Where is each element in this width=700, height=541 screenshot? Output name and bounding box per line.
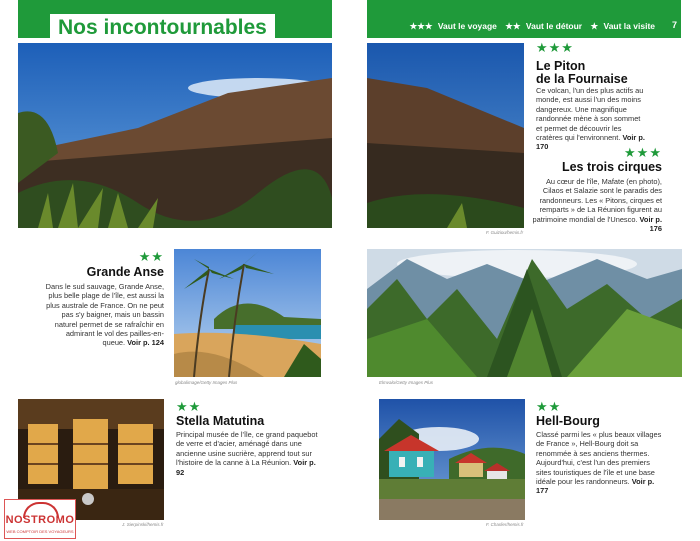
cirques-stars: ★★★ — [624, 146, 662, 161]
piton-title-line2: de la Fournaise — [536, 72, 628, 86]
stella-text — [176, 430, 326, 477]
hell-bourg-title: Hell-Bourg — [536, 414, 600, 428]
photo-credit-piton: F. Guiziou/hemis.fr — [486, 230, 524, 235]
logo-tagline: WEB COMPTOIR DES VOYAGEURS — [6, 529, 74, 534]
grande-anse-page-ref: Voir p. 124 — [127, 338, 164, 348]
photo-credit-cirques: Elmvalo/Getty Images Plus — [379, 380, 434, 385]
cirques-photo — [367, 249, 682, 377]
volcano-photo-right — [367, 43, 524, 228]
hell-bourg-text — [536, 430, 664, 496]
stella-stars: ★★ — [176, 400, 202, 415]
left-header-bar — [18, 0, 332, 38]
hell-bourg-page-ref: Voir p. 177 — [536, 477, 655, 496]
grande-anse-stars: ★★ — [138, 250, 164, 265]
legend-stars-2: ★★ — [505, 21, 521, 31]
photo-credit-stella: J. Sierpinski/hemis.fr — [122, 522, 164, 527]
grande-anse-photo — [174, 249, 321, 377]
page-number: 7 — [671, 20, 677, 30]
piton-text — [536, 86, 648, 152]
star-legend — [404, 21, 655, 32]
hell-bourg-stars: ★★ — [536, 400, 562, 415]
stella-description: Principal musée de l'île, ce grand paquebot de verre et d'acier, aménagé dans une ancienne usine sucrière, apprend tout sur l'histoire de la canne à La Réunion. — [176, 430, 318, 468]
page-title: Nos incontournables — [50, 14, 275, 38]
nostromo-logo — [4, 499, 76, 539]
legend-label-3: Vaut le voyage — [437, 21, 497, 31]
grande-anse-text — [44, 282, 164, 348]
hell-bourg-description: Classé parmi les « plus beaux villages de France », Hell-Bourg doit sa renommée à ses anciens thermes. Aujourd'hui, c'est l'un des premiers sites touristiques de l'île et une base idéale pour les randonneurs. — [536, 430, 662, 487]
legend-label-1: Vaut la visite — [603, 21, 655, 31]
legend-stars-3: ★★★ — [409, 21, 433, 31]
cirques-title: Les trois cirques — [561, 160, 662, 174]
cirques-description: Au cœur de l'île, Mafate (en photo), Cilaos et Salazie sont le paradis des randonneurs. Les « Pitons, cirques et remparts » de La Réunion figurent au patrimoine mondial de l'Unesco. — [532, 177, 662, 224]
grande-anse-title: Grande Anse — [86, 265, 164, 279]
hell-bourg-photo — [379, 399, 525, 520]
photo-credit-hell-bourg: F. Charlier/hemis.fr — [486, 522, 524, 527]
right-header-bar — [367, 0, 681, 38]
photo-credit-grande-anse: globalimage/Getty Images Plus — [175, 380, 238, 385]
volcano-photo-left — [18, 43, 332, 228]
logo-name: NOSTROMO — [5, 514, 75, 526]
piton-title-line1: Le Piton — [536, 59, 586, 73]
stella-title: Stella Matutina — [176, 414, 265, 428]
piton-stars: ★★★ — [536, 41, 574, 56]
cirques-page-ref: Voir p. 176 — [639, 214, 662, 234]
cirques-text — [532, 177, 662, 233]
legend-stars-1: ★ — [590, 21, 599, 31]
stella-page-ref: Voir p. 92 — [176, 458, 316, 477]
grande-anse-description: Dans le sud sauvage, Grande Anse, plus belle plage de l'île, est aussi la plus australe de France. On ne peut pas s'y baigner, mais un bassin naturel permet de se rafraîchir en admirant le vol des pailles-en-queue. — [45, 282, 164, 348]
piton-description: Ce volcan, l'un des plus actifs au monde, est aussi l'un des moins dangereux. Une magnifique randonnée mène à son sommet et permet de découvrir les cratères qui l'environnent. — [536, 86, 644, 143]
piton-page-ref: Voir p. 170 — [536, 133, 645, 152]
legend-label-2: Vaut le détour — [525, 21, 583, 31]
